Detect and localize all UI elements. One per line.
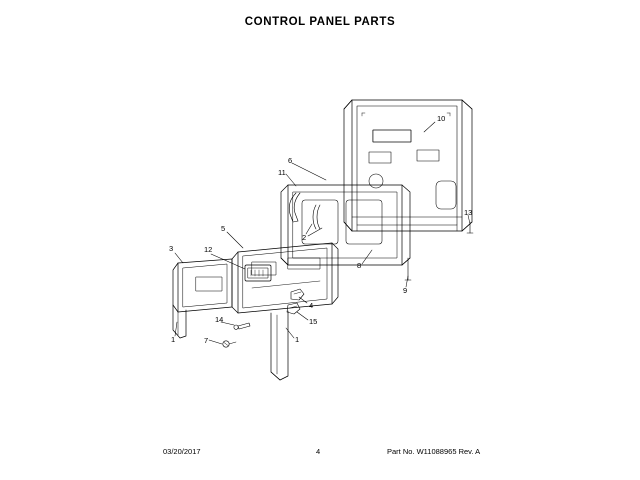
callout-13: 13 [464,208,473,217]
part-4-clip [291,289,304,300]
callout-1-right: 1 [295,335,300,344]
leader-lines [175,122,473,344]
callout-2: 2 [302,233,307,242]
part-12-switch-module [245,265,271,281]
footer-part-number: Part No. W11088965 Rev. A [387,447,481,456]
callout-14: 14 [215,315,224,324]
callout-15: 15 [309,317,318,326]
callout-9: 9 [403,286,408,295]
callout-1-left: 1 [171,335,176,344]
part-1-right-bracket [271,311,288,380]
callout-7: 7 [204,336,209,345]
callout-5: 5 [221,224,226,233]
footer-page-number: 4 [316,447,321,456]
part-15-clip [287,303,300,314]
part-10-rear-panel [344,100,472,231]
footer-date: 03/20/2017 [163,447,201,456]
callout-8: 8 [357,261,362,270]
callout-10: 10 [437,114,446,123]
callout-11: 11 [278,168,286,177]
part-3-left-end-cap [173,259,232,338]
callout-12: 12 [204,245,213,254]
page-title: CONTROL PANEL PARTS [244,16,396,28]
part-7-screw [223,341,236,347]
part-14-screw [234,323,250,329]
callout-6: 6 [288,156,293,165]
callout-3: 3 [169,244,174,253]
callout-4: 4 [309,301,314,310]
